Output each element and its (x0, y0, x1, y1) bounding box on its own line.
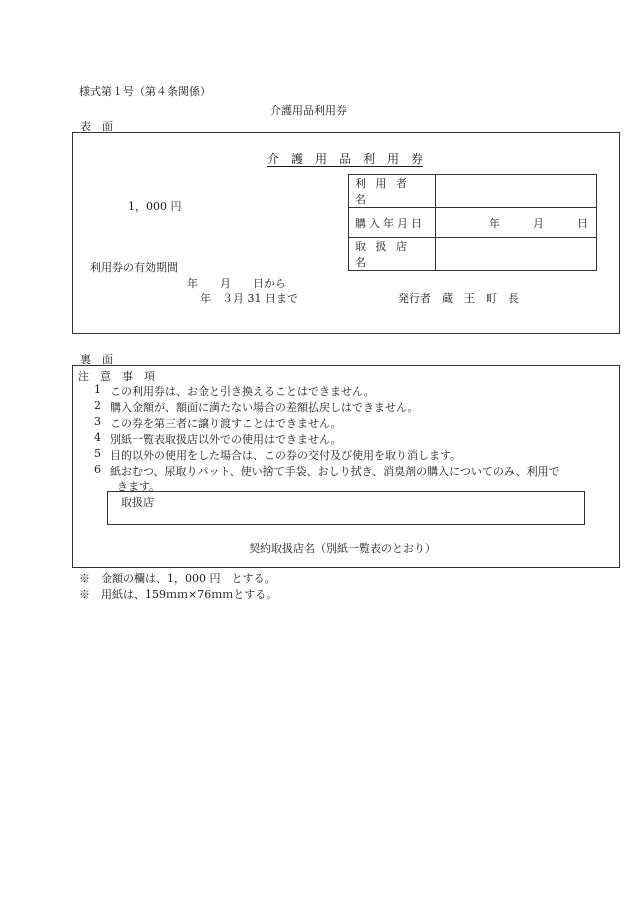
purchase-date-value: 年 月 日 (436, 208, 597, 238)
user-name-value (436, 175, 597, 208)
purchase-date-label: 購入年月日 (349, 208, 436, 238)
table-row (349, 238, 597, 271)
table-row (349, 208, 597, 238)
user-name-label: 利 用 者 名 (349, 175, 436, 208)
voucher-back: 注 意 事 項 1 この利用券は、お金と引き換えることはできません。 2 購入金額が、額面に満たない場合の差額払戻しはできません。 3 この券を第三者に譲り渡すことはできません。 4 別紙一覧表取扱店以外での使用はできません。 5 目的以外の使用をした場合は、この券の交付及び使用を取り消します。 6 紙おむつ、尿取りパット、使い捨て手袋、おしり拭き、消臭剤の購入についてのみ、利用で きます。 取扱店 契約取扱店名（別紙一覧表のとおり） (72, 365, 620, 568)
validity-to: 年 ３月 31 日まで (200, 292, 298, 305)
back-section-label: 裏 面 (80, 353, 113, 366)
store-name-value (436, 238, 597, 271)
form-header: 様式第１号（第４条関係） (79, 85, 211, 98)
voucher-front (72, 132, 620, 334)
voucher-info-table (348, 174, 597, 271)
table-row (349, 175, 597, 208)
store-box (107, 491, 585, 525)
store-box-label: 取扱店 (121, 496, 154, 509)
validity-from: 年 月 日から (187, 277, 286, 290)
validity-label: 利用券の有効期間 (90, 261, 178, 274)
issuer: 発行者 蔵 王 町 長 (398, 292, 519, 305)
voucher-amount: 1，000 円 (128, 200, 182, 213)
front-section-label: 表 面 (80, 120, 113, 133)
footnote-paper-size: ※ 用紙は、159ｍｍ×76ｍｍとする。 (79, 588, 278, 601)
voucher-title: 介 護 用 品 利 用 券 (267, 152, 424, 166)
form-title: 介護用品利用券 (270, 104, 347, 117)
footnote-amount: ※ 金額の欄は、1，000 円 とする。 (79, 572, 276, 585)
store-name-label: 取 扱 店 名 (349, 238, 436, 271)
contract-store-note: 契約取扱店名（別紙一覧表のとおり） (249, 542, 436, 555)
notes-title: 注 意 事 項 (78, 370, 155, 383)
